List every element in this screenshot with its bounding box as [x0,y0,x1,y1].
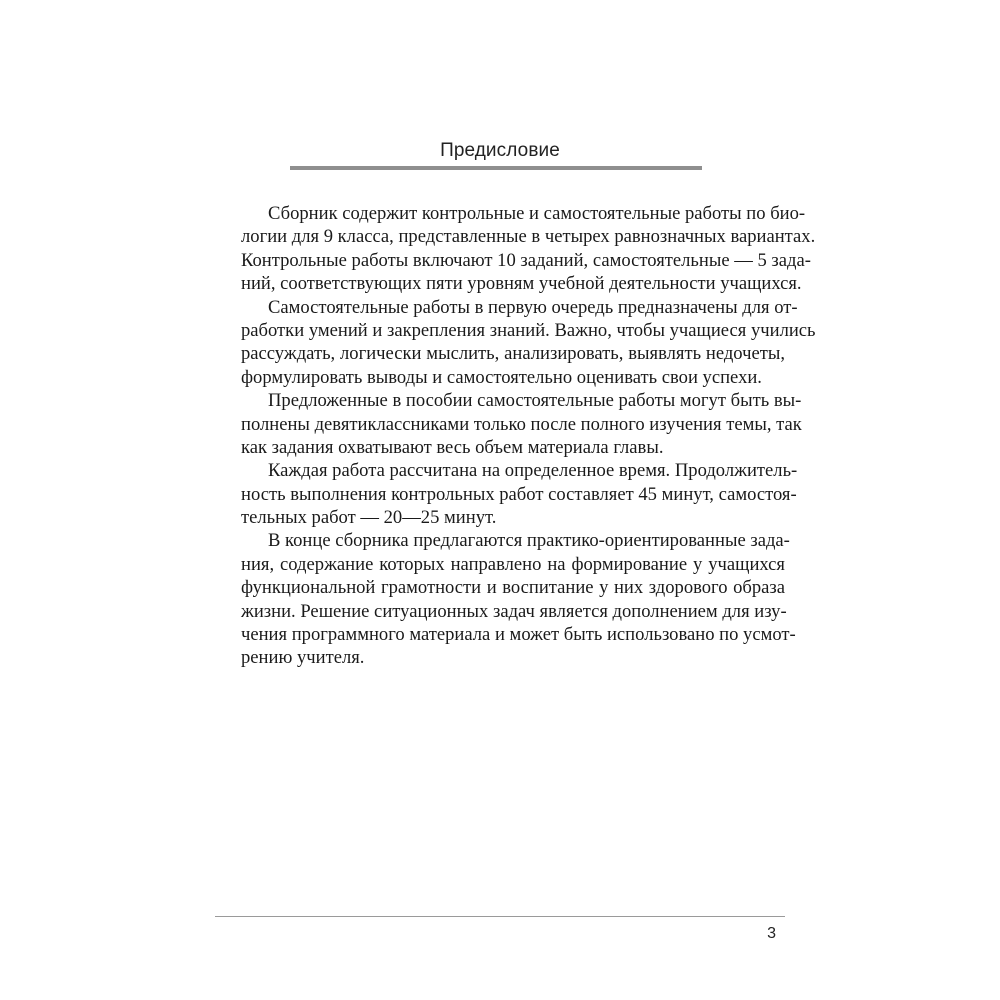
text-line: В конце сборника предлагаются практико-ориентированные зада- [268,530,790,552]
text-line: как задания охватывают весь объем материала главы. [241,436,664,458]
text-line: Контрольные работы включают 10 заданий, самостоятельные — 5 зада- [241,249,811,271]
text-line: полнены девятиклассниками только после полного изучения темы, так [241,413,802,435]
text-line: Предложенные в пособии самостоятельные работы могут быть вы- [268,390,802,412]
text-line: рассуждать, логически мыслить, анализировать, выявлять недочеты, [241,343,785,365]
text-line: функциональной грамотности и воспитание у них здорового образа [241,577,785,599]
paragraph [215,389,802,459]
text-line: работки умений и закрепления знаний. Важно, чтобы учащиеся учились [241,319,816,341]
page-number: 3 [767,925,776,942]
text-line: логии для 9 класса, представленные в четырех равнозначных вариантах. [241,226,816,248]
text-line: жизни. Решение ситуационных задач является дополнением для изу- [241,600,787,622]
preface-body [215,202,816,670]
text-line: ний, соответствующих пяти уровням учебной деятельности учащихся. [241,273,802,295]
section-title: Предисловие [440,140,560,161]
title-underline [290,166,702,170]
footer-rule [215,916,785,917]
text-line: рению учителя. [241,647,365,669]
paragraph [215,202,816,296]
text-line: тельных работ — 20—25 минут. [241,507,497,529]
paragraph [215,459,798,529]
text-line: формулировать выводы и самостоятельно оценивать свои успехи. [241,366,762,388]
text-line: Каждая работа рассчитана на определенное время. Продолжитель- [268,460,798,482]
text-line: ния, содержание которых направлено на формирование у учащихся [241,553,785,575]
text-line: Самостоятельные работы в первую очередь предназначены для от- [268,296,798,318]
text-line: Сборник содержит контрольные и самостоятельные работы по био- [268,203,806,224]
paragraph [215,296,816,390]
paragraph [215,529,796,669]
text-line: ность выполнения контрольных работ составляет 45 минут, самостоя- [241,483,797,505]
text-line: чения программного материала и может быть использовано по усмот- [241,624,796,646]
